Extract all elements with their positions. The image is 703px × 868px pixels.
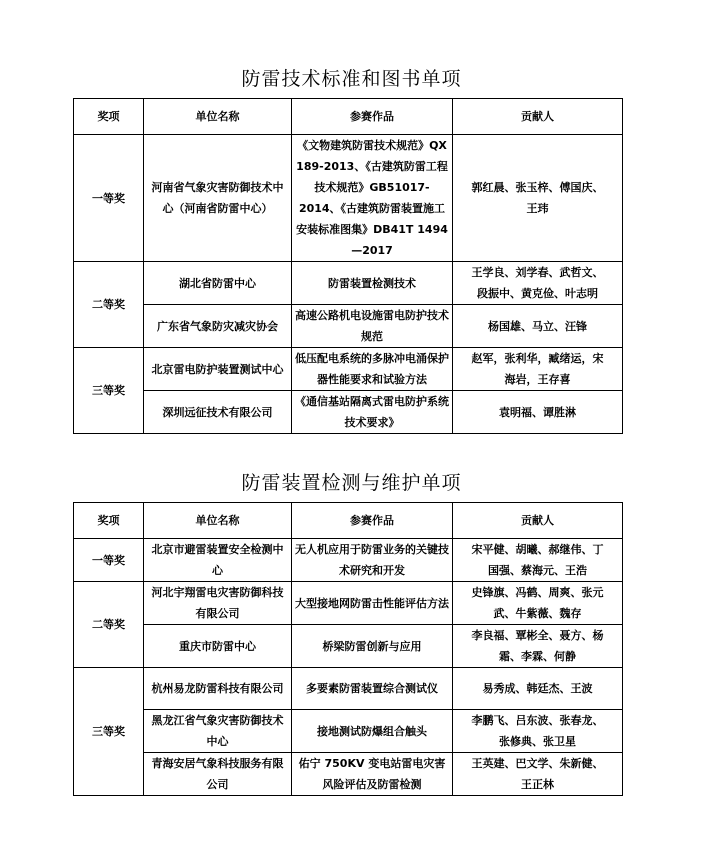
table-row xyxy=(74,348,623,391)
header-award: 奖项 xyxy=(74,503,144,539)
table-header-row xyxy=(74,99,623,135)
award-cell: 一等奖 xyxy=(74,539,144,582)
people-cell: 李良福、覃彬全、聂方、杨霜、李霖、何静 xyxy=(453,625,623,668)
work-cell: 多要素防雷装置综合测试仪 xyxy=(292,668,453,710)
unit-cell: 河北宇翔雷电灾害防御科技有限公司 xyxy=(144,582,292,625)
work-cell: 高速公路机电设施雷电防护技术规范 xyxy=(292,305,453,348)
award-cell: 二等奖 xyxy=(74,582,144,668)
table-row xyxy=(74,391,623,434)
table-row xyxy=(74,135,623,262)
people-cell: 赵军，张利华，臧绪运，宋海岩，王存喜 xyxy=(453,348,623,391)
unit-cell: 重庆市防雷中心 xyxy=(144,625,292,668)
table-row xyxy=(74,262,623,305)
section-title: 防雷装置检测与维护单项 xyxy=(241,472,462,494)
work-cell: 大型接地网防雷击性能评估方法 xyxy=(292,582,453,625)
unit-cell: 北京雷电防护装置测试中心 xyxy=(144,348,292,391)
work-cell: 无人机应用于防雷业务的关键技术研究和开发 xyxy=(292,539,453,582)
header-people: 贡献人 xyxy=(453,503,623,539)
table-header-row xyxy=(74,503,623,539)
unit-cell: 湖北省防雷中心 xyxy=(144,262,292,305)
awards-table xyxy=(73,98,623,434)
award-cell: 三等奖 xyxy=(74,348,144,434)
people-cell: 史锋旗、冯鹤、周爽、张元武、牛紫薇、魏存 xyxy=(453,582,623,625)
unit-cell: 杭州易龙防雷科技有限公司 xyxy=(144,668,292,710)
header-work: 参赛作品 xyxy=(292,99,453,135)
people-cell: 王英建、巴文学、朱新健、王正林 xyxy=(453,753,623,796)
work-cell: 《文物建筑防雷技术规范》QX 189-2013、《古建筑防雷工程技术规范》GB51017-2014、《古建筑防雷装置施工安装标准图集》DB41T 1494—2017 xyxy=(292,135,453,262)
work-cell: 桥梁防雷创新与应用 xyxy=(292,625,453,668)
section-title: 防雷技术标准和图书单项 xyxy=(241,68,462,90)
unit-cell: 北京市避雷装置安全检测中心 xyxy=(144,539,292,582)
work-cell: 接地测试防爆组合触头 xyxy=(292,710,453,753)
header-unit: 单位名称 xyxy=(144,99,292,135)
header-people: 贡献人 xyxy=(453,99,623,135)
table-row xyxy=(74,668,623,710)
awards-table xyxy=(73,502,623,796)
people-cell: 袁明福、谭胜淋 xyxy=(453,391,623,434)
award-cell: 三等奖 xyxy=(74,668,144,796)
award-cell: 二等奖 xyxy=(74,262,144,348)
table-row xyxy=(74,582,623,625)
people-cell: 王学良、刘学春、武哲文、段振中、黄克俭、叶志明 xyxy=(453,262,623,305)
people-cell: 郭红晨、张玉梓、傅国庆、王玮 xyxy=(453,135,623,262)
unit-cell: 河南省气象灾害防御技术中心（河南省防雷中心） xyxy=(144,135,292,262)
unit-cell: 广东省气象防灾减灾协会 xyxy=(144,305,292,348)
table-row xyxy=(74,753,623,796)
table-row xyxy=(74,625,623,668)
header-award: 奖项 xyxy=(74,99,144,135)
people-cell: 杨国雄、马立、汪锋 xyxy=(453,305,623,348)
table-row xyxy=(74,539,623,582)
header-unit: 单位名称 xyxy=(144,503,292,539)
header-work: 参赛作品 xyxy=(292,503,453,539)
people-cell: 宋平健、胡曦、郝继伟、丁国强、蔡海元、王浩 xyxy=(453,539,623,582)
table-row xyxy=(74,710,623,753)
work-cell: 防雷装置检测技术 xyxy=(292,262,453,305)
people-cell: 易秀成、韩廷杰、王波 xyxy=(453,668,623,710)
table-row xyxy=(74,305,623,348)
work-cell: 低压配电系统的多脉冲电涌保护器性能要求和试验方法 xyxy=(292,348,453,391)
award-cell: 一等奖 xyxy=(74,135,144,262)
people-cell: 李鹏飞、吕东波、张春龙、张修典、张卫星 xyxy=(453,710,623,753)
unit-cell: 黑龙江省气象灾害防御技术中心 xyxy=(144,710,292,753)
unit-cell: 深圳远征技术有限公司 xyxy=(144,391,292,434)
work-cell: 《通信基站隔离式雷电防护系统技术要求》 xyxy=(292,391,453,434)
work-cell: 佑宁 750KV 变电站雷电灾害风险评估及防雷检测 xyxy=(292,753,453,796)
unit-cell: 青海安居气象科技服务有限公司 xyxy=(144,753,292,796)
